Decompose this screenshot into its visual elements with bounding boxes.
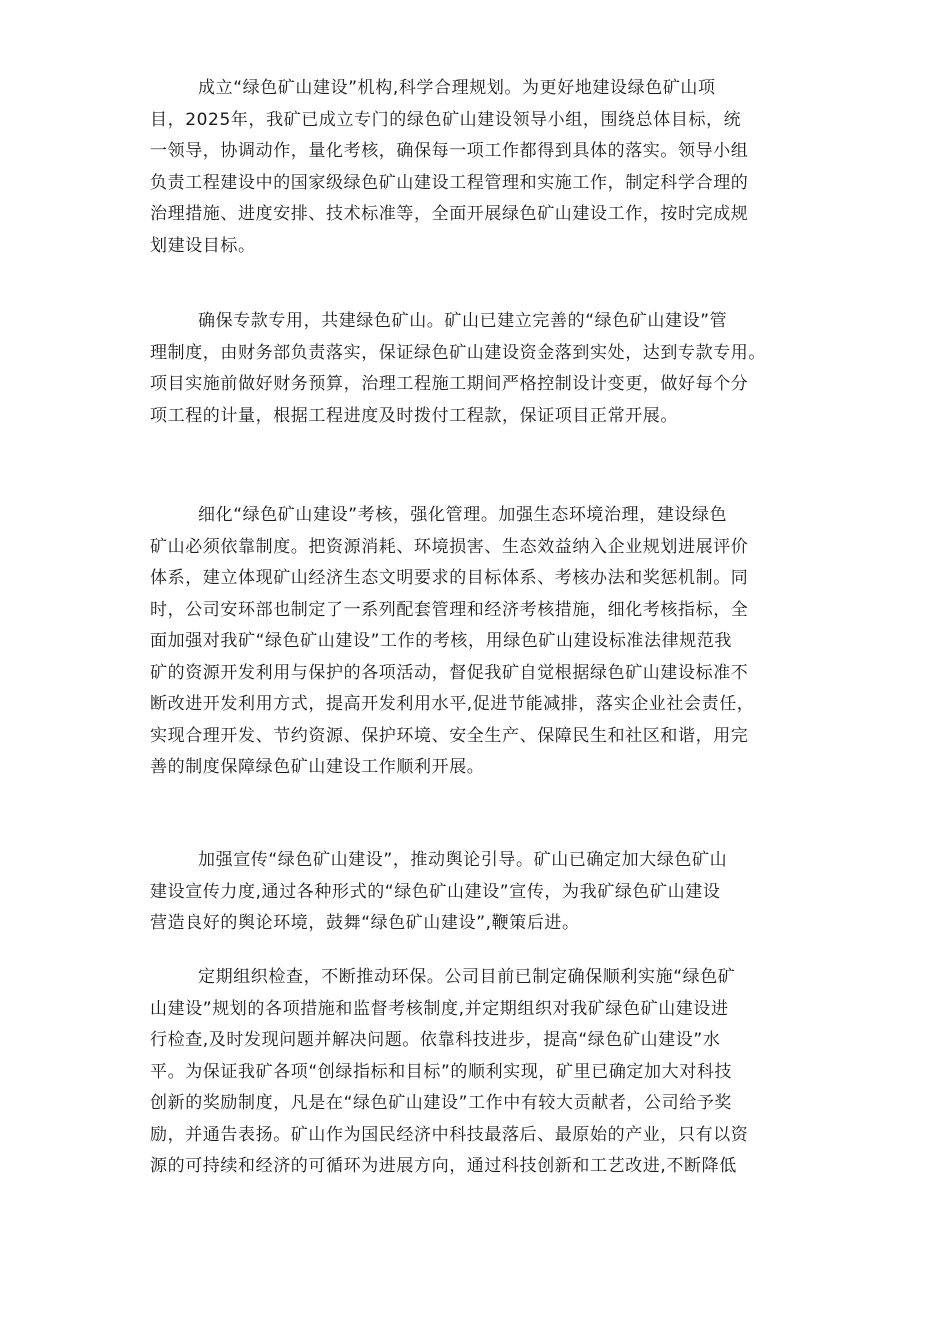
text-line: 矿山必须依靠制度。把资源消耗、环境损害、生态效益纳入企业规划进展评价 — [150, 536, 749, 557]
text-line: 划建设目标。 — [150, 235, 256, 256]
text-line: 目，2025年，我矿已成立专门的绿色矿山建设领导小组，围绕总体目标，统 — [150, 109, 742, 130]
paragraph-4 — [150, 845, 810, 940]
text-line: 面加强对我矿“绿色矿山建设”工作的考核，用绿色矿山建设标准法律规范我 — [150, 631, 733, 651]
text-line: 一领导，协调动作，量化考核，确保每一项工作都得到具体的落实。领导小组 — [150, 141, 749, 161]
text-line: 平。为保证我矿各项“创绿指标和目标”的顺利实现，矿里已确定加大对科技 — [150, 1061, 733, 1082]
text-line: 体系，建立体现矿山经济生态文明要求的目标体系、考核办法和奖惩机制。同 — [150, 568, 749, 588]
text-line: 成立“绿色矿山建设”机构,科学合理规划。为更好地建设绿色矿山项 — [198, 78, 716, 98]
paragraph-5 — [150, 962, 810, 1183]
text-line: 营造良好的舆论环境，鼓舞“绿色矿山建设”,鞭策后进。 — [150, 913, 580, 933]
text-line: 山建设”规划的各项措施和监督考核制度,并定期组织对我矿绿色矿山建设进 — [150, 998, 729, 1019]
text-line: 项工程的计量，根据工程进度及时拨付工程款，保证项目正常开展。 — [150, 405, 678, 426]
text-line: 细化“绿色矿山建设”考核，强化管理。加强生态环境治理，建设绿色 — [198, 505, 728, 525]
text-line: 建设宣传力度,通过各种形式的“绿色矿山建设”宣传，为我矿绿色矿山建设 — [150, 881, 721, 902]
text-line: 善的制度保障绿色矿山建设工作顺利开展。 — [150, 757, 485, 777]
text-line: 定期组织检查，不断推动环保。公司目前已制定确保顺利实施“绿色矿 — [198, 967, 736, 987]
paragraph-2 — [150, 306, 810, 432]
paragraph-3 — [150, 500, 810, 784]
text-line: 负责工程建设中的国家级绿色矿山建设工程管理和实施工作，制定科学合理的 — [150, 172, 749, 193]
text-line: 理制度，由财务部负责落实，保证绿色矿山建设资金落到实处，达到专款专用。 — [150, 342, 766, 363]
text-line: 加强宣传“绿色矿山建设”，推动舆论引导。矿山已确定加大绿色矿山 — [198, 850, 728, 870]
paragraph-1 — [150, 73, 810, 262]
text-line: 治理措施、进度安排、技术标准等，全面开展绿色矿山建设工作，按时完成规 — [150, 204, 749, 224]
text-line: 确保专款专用，共建绿色矿山。矿山已建立完善的“绿色矿山建设”管 — [198, 311, 728, 331]
text-line: 断改进开发利用方式，提高开发利用水平,促进节能减排，落实企业社会责任， — [150, 694, 755, 714]
text-line: 源的可持续和经济的可循环为进展方向，通过科技创新和工艺改进,不断降低 — [150, 1156, 737, 1176]
text-line: 时，公司安环部也制定了一系列配套管理和经济考核措施，细化考核指标，全 — [150, 599, 749, 620]
text-line: 创新的奖励制度，凡是在“绿色矿山建设”工作中有较大贡献者，公司给予奖 — [150, 1093, 733, 1113]
text-line: 实现合理开发、节约资源、保护环境、安全生产、保障民生和社区和谐，用完 — [150, 725, 749, 746]
text-line: 励，并通告表扬。矿山作为国民经济中科技最落后、最原始的产业，只有以资 — [150, 1124, 749, 1145]
text-line: 行检查,及时发现问题并解决问题。依靠科技进步，提高“绿色矿山建设”水 — [150, 1030, 721, 1050]
text-line: 矿的资源开发利用与保护的各项活动，督促我矿自觉根据绿色矿山建设标准不 — [150, 662, 749, 683]
text-line: 项目实施前做好财务预算，治理工程施工期间严格控制设计变更，做好每个分 — [150, 374, 749, 394]
